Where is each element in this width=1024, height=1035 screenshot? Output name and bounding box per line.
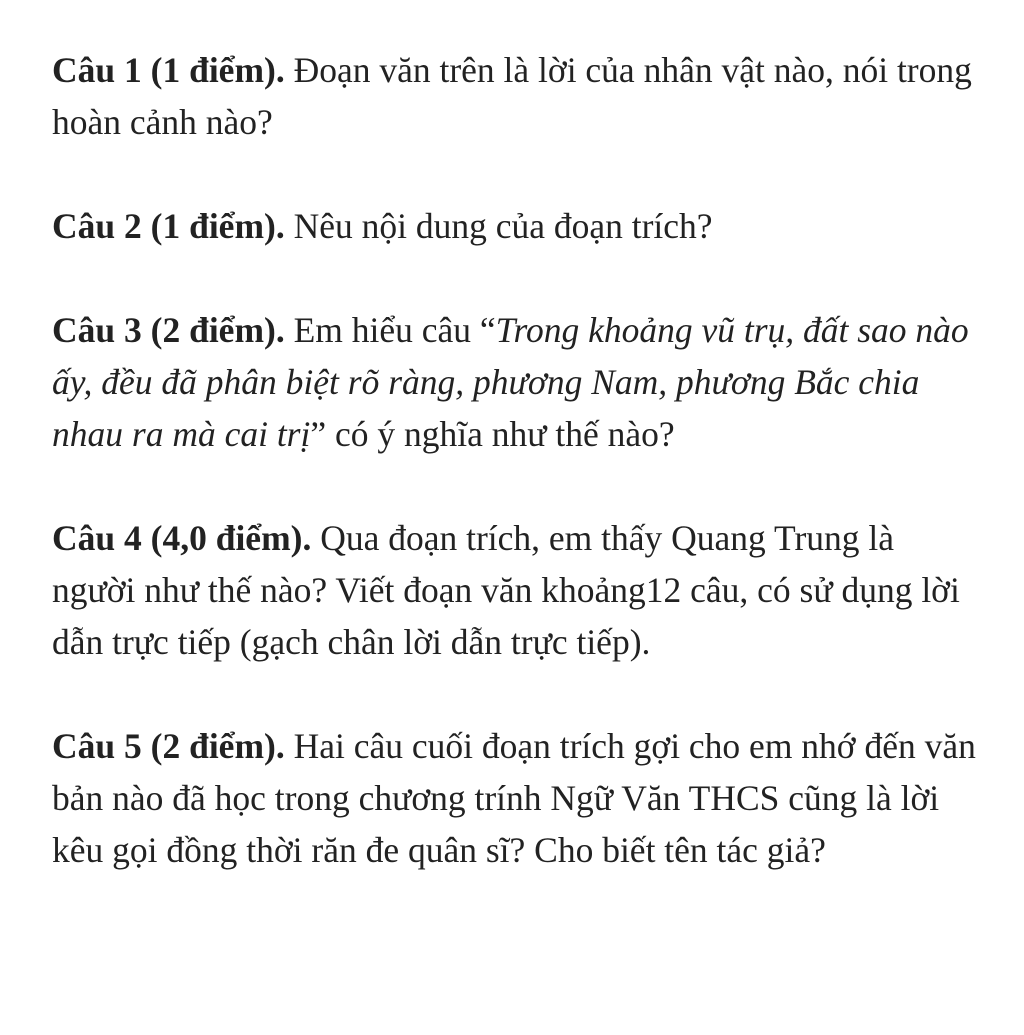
question-5-label: Câu 5 (2 điểm). — [52, 726, 285, 766]
question-5-text: Hai câu cuối đoạn trích gợi cho em nhớ đến văn bản nào đã học trong chương trính Ngữ Văn THCS cũng là lời kêu gọi đồng thời răn đe quân sĩ? Cho biết tên tác giả? — [52, 726, 976, 870]
question-3-text-before: Em hiểu câu “ — [284, 310, 496, 350]
question-4 — [52, 512, 982, 668]
question-3 — [52, 304, 982, 460]
question-2 — [52, 200, 982, 252]
question-3-text-after: ” có ý nghĩa như thế nào? — [310, 414, 675, 454]
question-sheet — [52, 44, 982, 928]
question-3-quote: Trong khoảng vũ trụ, đất sao nào ấy, đều đã phân biệt rõ ràng, phương Nam, phương Bắc chia nhau ra mà cai trị — [52, 310, 969, 454]
question-2-text: Nêu nội dung của đoạn trích? — [284, 206, 713, 246]
question-1 — [52, 44, 982, 148]
question-1-label: Câu 1 (1 điểm). — [52, 50, 285, 90]
question-4-label: Câu 4 (4,0 điểm). — [52, 518, 312, 558]
question-3-label: Câu 3 (2 điểm). — [52, 310, 285, 350]
question-1-text: Đoạn văn trên là lời của nhân vật nào, nói trong hoàn cảnh nào? — [52, 50, 972, 142]
question-4-text: Qua đoạn trích, em thấy Quang Trung là người như thế nào? Viết đoạn văn khoảng12 câu, có sử dụng lời dẫn trực tiếp (gạch chân lời dẫn trực tiếp). — [52, 518, 960, 662]
question-5 — [52, 720, 982, 876]
question-2-label: Câu 2 (1 điểm). — [52, 206, 285, 246]
